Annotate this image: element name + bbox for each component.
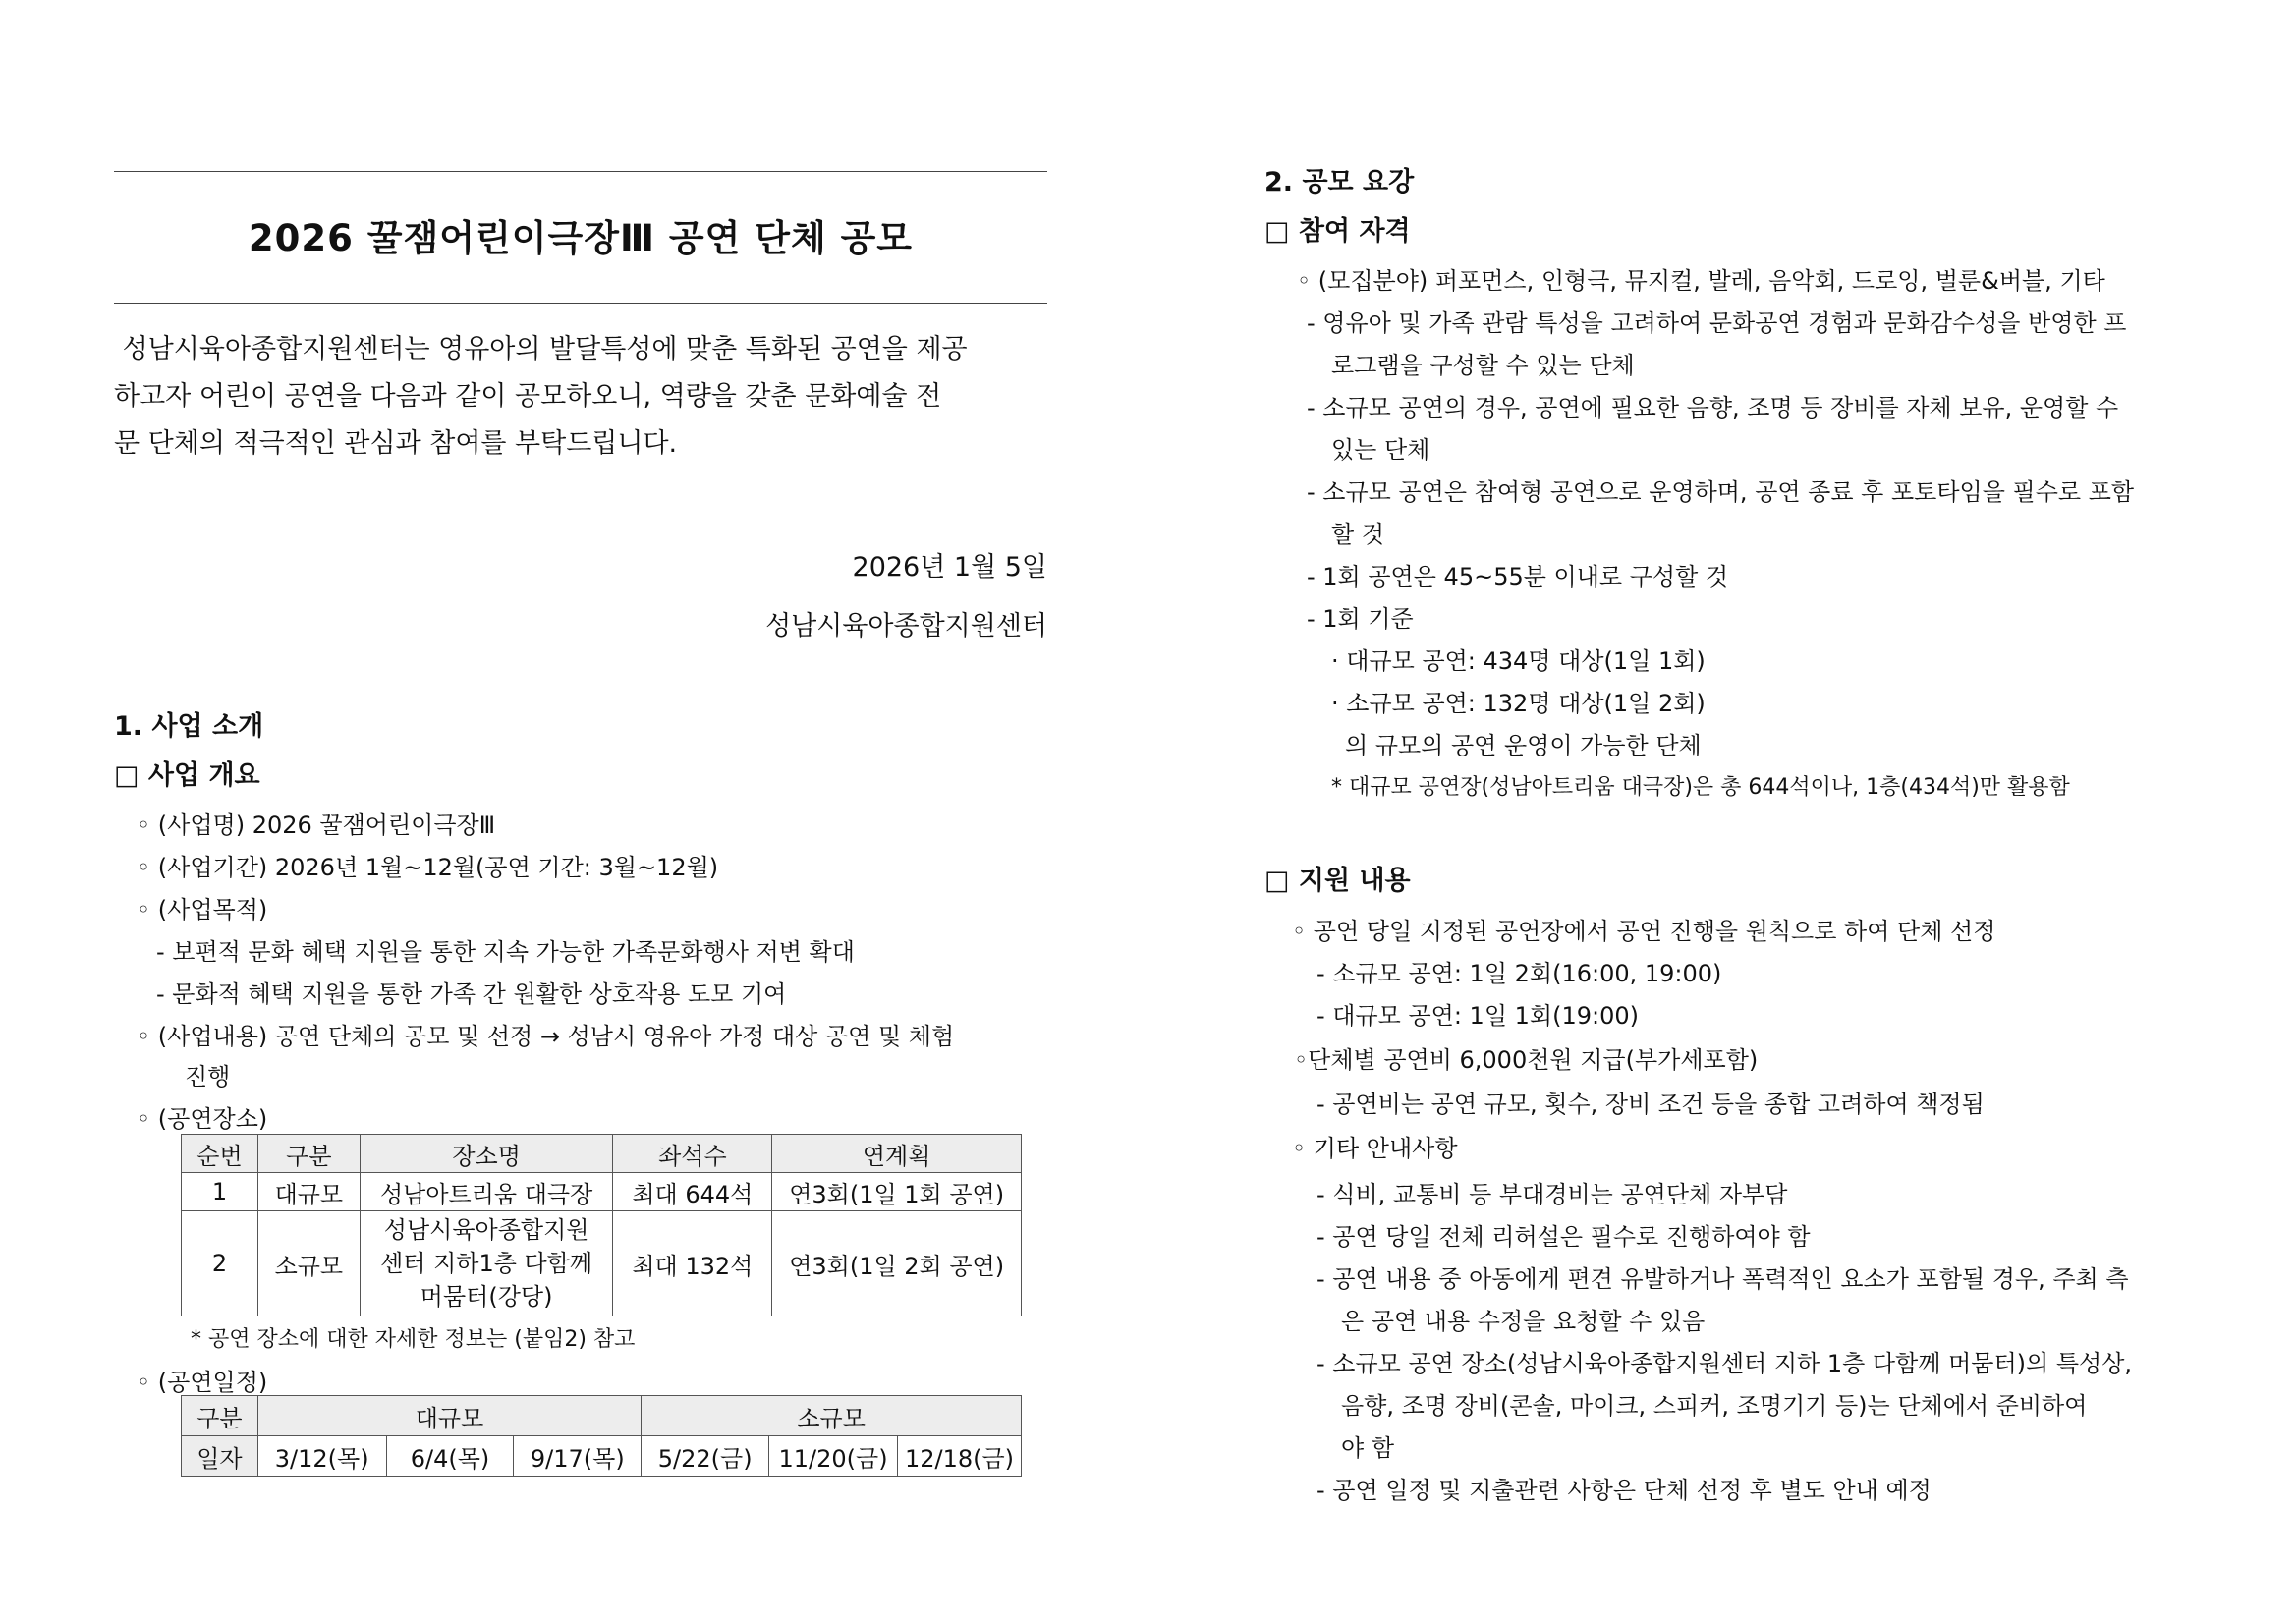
venue-name-line: 머뭄터(강당): [420, 1283, 553, 1311]
table-header-row: [182, 1135, 1022, 1173]
table-header-row: [182, 1396, 1022, 1436]
table-cell: 최대 644석: [613, 1173, 772, 1211]
table-cell-venue-name: [360, 1211, 613, 1316]
list-item: · 대규모 공연: 434명 대상(1일 1회): [1331, 647, 1706, 675]
list-item: - 1회 공연은 45~55분 이내로 구성할 것: [1307, 563, 1729, 590]
intro-line: 하고자 어린이 공연을 다음과 같이 공모하오니, 역량을 갖춘 문화예술 전: [114, 381, 942, 412]
list-item: ◦단체별 공연비 6,000천원 지급(부가세포함): [1294, 1046, 1759, 1074]
list-item: ◦ (사업명) 2026 꿀잼어린이극장Ⅲ: [137, 812, 496, 839]
intro-paragraph: [114, 326, 1047, 468]
list-item: 로그램을 구성할 수 있는 단체: [1331, 352, 1635, 379]
list-item: - 대규모 공연: 1일 1회(19:00): [1316, 1002, 1639, 1030]
table-cell: 9/17(목): [514, 1436, 642, 1477]
table-cell: 2: [182, 1211, 258, 1316]
list-item: ◦ (모집분야) 퍼포먼스, 인형극, 뮤지컬, 발레, 음악회, 드로잉, 벌룬&버블, 기타: [1297, 267, 2105, 295]
table-row: [182, 1173, 1022, 1211]
table-header: 연계획: [772, 1135, 1022, 1173]
list-item: ◦ (공연장소): [137, 1105, 268, 1133]
list-item: - 식비, 교통비 등 부대경비는 공연단체 자부담: [1316, 1181, 1788, 1208]
table-cell: 연3회(1일 2회 공연): [772, 1211, 1022, 1316]
list-item: 있는 단체: [1331, 436, 1430, 464]
list-item: ◦ (사업목적): [137, 896, 268, 924]
list-item: - 1회 기준: [1307, 605, 1414, 633]
list-item: ◦ (사업내용) 공연 단체의 공모 및 선정 → 성남시 영유아 가정 대상 공연 및 체험: [137, 1023, 955, 1050]
list-item: - 보편적 문화 혜택 지원을 통한 지속 가능한 가족문화행사 저변 확대: [156, 938, 855, 966]
intro-line: 문 단체의 적극적인 관심과 참여를 부탁드립니다.: [114, 428, 678, 459]
venue-name-line: 센터 지하1층 다함께: [380, 1250, 593, 1277]
title-rule: [114, 303, 1047, 304]
venue-table: [181, 1134, 1022, 1316]
table-cell: 최대 132석: [613, 1211, 772, 1316]
table-cell: 1: [182, 1173, 258, 1211]
table-row: [182, 1436, 1022, 1477]
table-cell: 3/12(목): [257, 1436, 386, 1477]
table-header: 구분: [182, 1396, 258, 1436]
table-header: 소규모: [642, 1396, 1022, 1436]
top-rule: [114, 171, 1047, 172]
list-item: - 소규모 공연은 참여형 공연으로 운영하며, 공연 종료 후 포토타임을 필수로 포함: [1307, 478, 2135, 506]
list-item: - 영유아 및 가족 관람 특성을 고려하여 문화공연 경험과 문화감수성을 반영한 프: [1307, 309, 2127, 337]
list-item: ◦ (사업기간) 2026년 1월~12월(공연 기간: 3월~12월): [137, 854, 719, 881]
list-item: - 공연 당일 전체 리허설은 필수로 진행하여야 함: [1316, 1223, 1811, 1251]
page-title: 2026 꿀잼어린이극장Ⅲ 공연 단체 공모: [248, 217, 914, 259]
list-item: - 소규모 공연 장소(성남시육아종합지원센터 지하 1층 다함께 머뭄터)의 특성상,: [1316, 1350, 2133, 1377]
table-cell: 성남아트리움 대극장: [360, 1173, 613, 1211]
issuing-organization: 성남시육아종합지원센터: [765, 611, 1047, 642]
section-1-heading: 1. 사업 소개: [114, 711, 264, 742]
intro-line: 성남시육아종합지원센터는 영유아의 발달특성에 맞춘 특화된 공연을 제공: [114, 334, 968, 364]
table-cell: 6/4(목): [386, 1436, 514, 1477]
support-heading: □ 지원 내용: [1264, 866, 1411, 896]
list-item: - 공연비는 공연 규모, 횟수, 장비 조건 등을 종합 고려하여 책정됨: [1316, 1091, 1985, 1118]
schedule-table: [181, 1395, 1022, 1477]
list-item: - 소규모 공연의 경우, 공연에 필요한 음향, 조명 등 장비를 자체 보유, 운영할 수: [1307, 394, 2119, 421]
list-item: - 문화적 혜택 지원을 통한 가족 간 원활한 상호작용 도모 기여: [156, 980, 787, 1008]
list-item: · 소규모 공연: 132명 대상(1일 2회): [1331, 690, 1706, 717]
table-cell: 일자: [182, 1436, 258, 1477]
list-item: - 공연 일정 및 지출관련 사항은 단체 선정 후 별도 안내 예정: [1316, 1477, 1932, 1504]
eligibility-heading: □ 참여 자격: [1264, 216, 1411, 247]
section-2-heading: 2. 공모 요강: [1264, 167, 1415, 197]
list-item: - 공연 내용 중 아동에게 편견 유발하거나 폭력적인 요소가 포함될 경우, 주최 측: [1316, 1265, 2129, 1293]
business-overview-heading: □ 사업 개요: [114, 760, 260, 791]
list-item: 진행: [185, 1063, 231, 1091]
table-cell: 연3회(1일 1회 공연): [772, 1173, 1022, 1211]
eligibility-note: * 대규모 공연장(성남아트리움 대극장)은 총 644석이나, 1층(434석)만 활용함: [1331, 775, 2070, 800]
table-header: 구분: [257, 1135, 360, 1173]
list-item: 할 것: [1331, 521, 1384, 548]
list-item: 은 공연 내용 수정을 요청할 수 있음: [1341, 1308, 1706, 1335]
table-row: [182, 1211, 1022, 1316]
list-item: 의 규모의 공연 운영이 가능한 단체: [1345, 732, 1702, 759]
list-item: ◦ 공연 당일 지정된 공연장에서 공연 진행을 원칙으로 하여 단체 선정: [1292, 918, 1996, 945]
schedule-label: ◦ (공연일정): [137, 1369, 268, 1396]
table-cell: 대규모: [257, 1173, 360, 1211]
venue-note: * 공연 장소에 대한 자세한 정보는 (붙임2) 참고: [191, 1327, 636, 1352]
table-cell: 12/18(금): [897, 1436, 1021, 1477]
table-header: 순번: [182, 1135, 258, 1173]
table-cell: 5/22(금): [642, 1436, 769, 1477]
venue-name-line: 성남시육아종합지원: [383, 1216, 589, 1244]
table-cell: 소규모: [257, 1211, 360, 1316]
notice-date: 2026년 1월 5일: [852, 552, 1047, 583]
table-header: 대규모: [257, 1396, 641, 1436]
list-item: - 소규모 공연: 1일 2회(16:00, 19:00): [1316, 960, 1722, 987]
table-cell: 11/20(금): [769, 1436, 898, 1477]
list-item: 음향, 조명 장비(콘솔, 마이크, 스피커, 조명기기 등)는 단체에서 준비하여: [1341, 1392, 2088, 1420]
list-item: 야 함: [1341, 1434, 1394, 1462]
table-header: 좌석수: [613, 1135, 772, 1173]
list-item: ◦ 기타 안내사항: [1292, 1135, 1458, 1162]
table-header: 장소명: [360, 1135, 613, 1173]
